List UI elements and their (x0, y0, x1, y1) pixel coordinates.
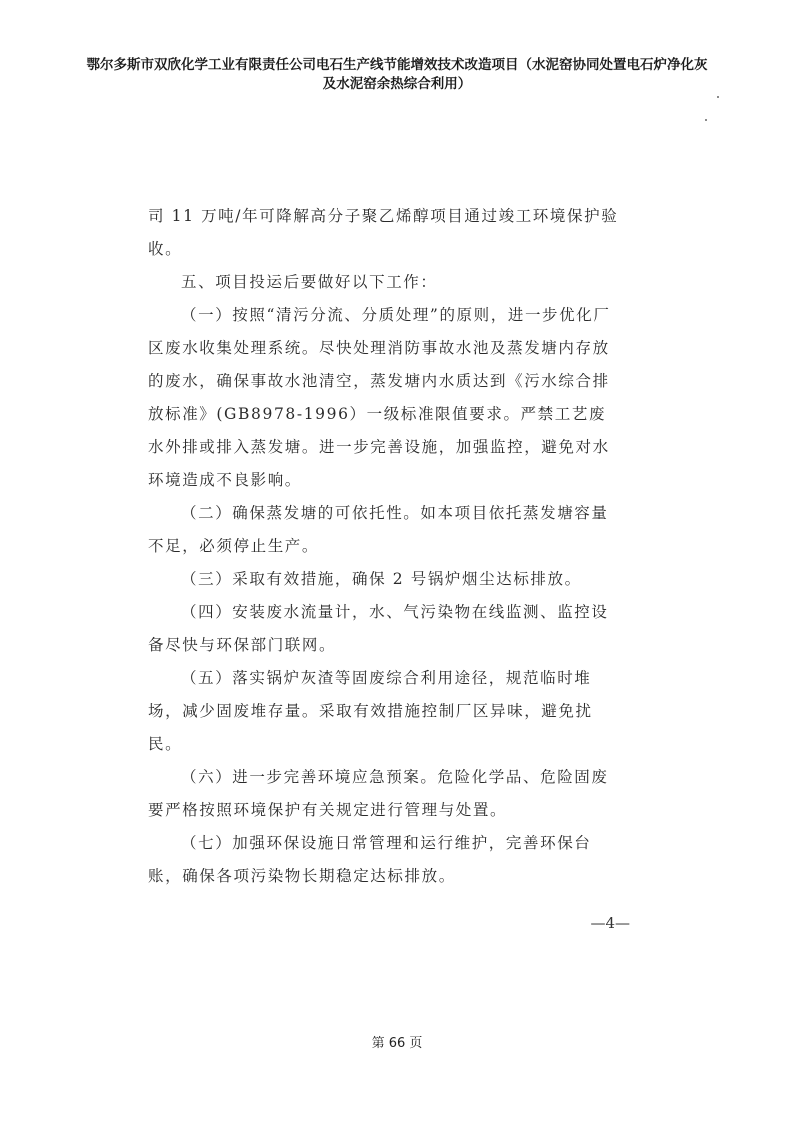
body-paragraph: （一）按照“清污分流、分质处理”的原则，进一步优化厂区废水收集处理系统。尽快处理消防事故水池及蒸发塘内存放的废水，确保事故水池清空，蒸发塘内水质达到《污水综合排放标准》(GB8978-1996）一级标准限值要求。严禁工艺废水外排或排入蒸发塘。进一步完善设施，加强监控，避免对水环境造成不良影响。 (148, 306, 611, 489)
body-paragraph: （四）安装废水流量计，水、气污染物在线监测、监控设备尽快与环保部门联网。 (148, 603, 609, 654)
body-paragraph: （七）加强环保设施日常管理和运行维护，完善环保台账，确保各项污染物长期稳定达标排放。 (148, 834, 592, 885)
page-footer: 第 66 页 (371, 1036, 423, 1051)
scan-speck (705, 119, 707, 121)
body-paragraph: （二）确保蒸发塘的可依托性。如本项目依托蒸发塘容量不足，必须停止生产。 (148, 504, 609, 555)
scan-speck (717, 96, 719, 98)
body-paragraph: （三）采取有效措施，确保 2 号锅炉烟尘达标排放。 (181, 570, 582, 588)
body-paragraph-continuation: 司 11 万吨/年可降解高分子聚乙烯醇项目通过竣工环境保护验收。 (148, 207, 619, 258)
header-title-line1: 鄂尔多斯市双欣化学工业有限责任公司电石生产线节能增效技术改造项目（水泥窑协同处置电石炉净化灰 (86, 57, 708, 73)
document-body (148, 200, 620, 893)
body-paragraph: （五）落实锅炉灰渣等固废综合利用途径，规范临时堆场，减少固废堆存量。采取有效措施控制厂区异味，避免扰民。 (148, 669, 593, 753)
header-title-line2: 及水泥窑余热综合利用） (322, 76, 472, 92)
body-paragraph: （六）进一步完善环境应急预案。危险化学品、危险固废要严格按照环境保护有关规定进行管理与处置。 (148, 768, 609, 819)
document-header (60, 56, 734, 94)
section-heading: 五、项目投运后要做好以下工作： (181, 273, 438, 291)
inner-page-number: —4— (590, 914, 630, 932)
